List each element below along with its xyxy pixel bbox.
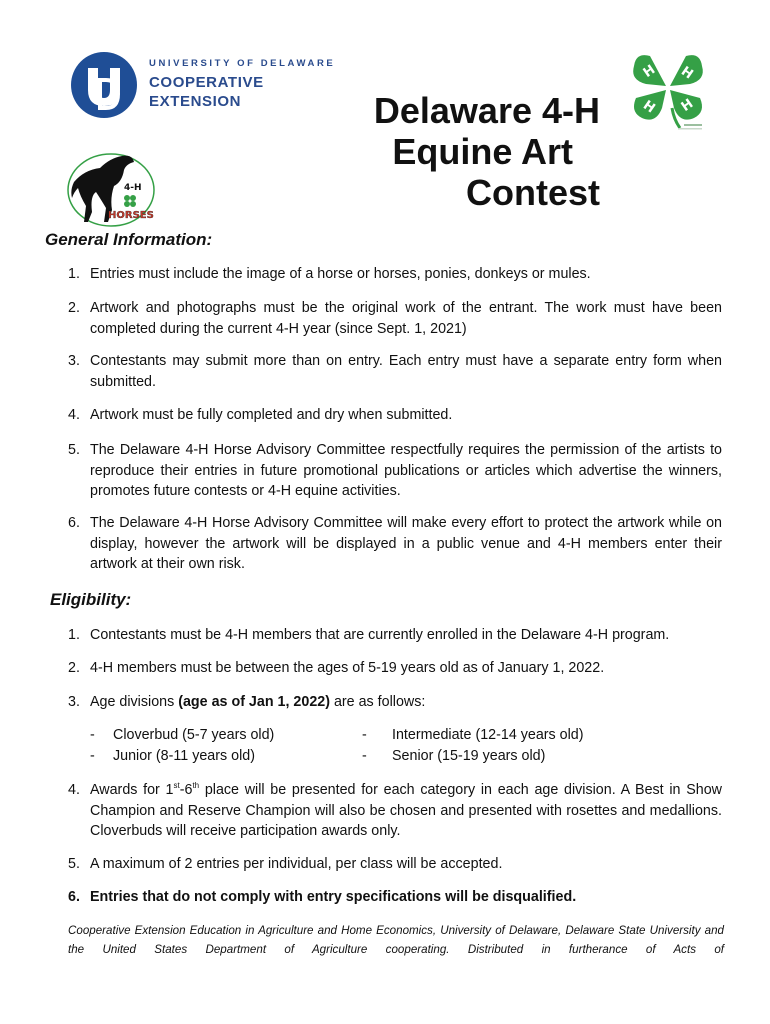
title-line-1: Delaware 4-H xyxy=(373,90,600,131)
svg-text:H: H xyxy=(640,97,658,117)
svg-text:H: H xyxy=(678,96,697,115)
general-list xyxy=(68,264,724,584)
list-number: 4. xyxy=(68,782,80,798)
division-senior: - Senior (15-19 years old) xyxy=(362,748,546,764)
list-number: 1. xyxy=(68,627,80,643)
division-intermediate: - Intermediate (12-14 years old) xyxy=(362,727,584,743)
list-text: Artwork must be fully completed and dry when submitted. xyxy=(90,407,453,423)
ud-logo-cooperative: COOPERATIVE xyxy=(149,74,264,91)
list-number: 1. xyxy=(68,266,80,282)
general-heading: General Information: xyxy=(45,230,213,249)
eligibility-heading: Eligibility: xyxy=(50,590,132,609)
ud-logo-extension: EXTENSION xyxy=(149,93,242,110)
list-text: Entries that do not comply with entry specifications will be disqualified. xyxy=(90,889,577,905)
list-text: Contestants must be 4-H members that are currently enrolled in the Delaware 4-H program. xyxy=(90,627,670,643)
list-number: 3. xyxy=(68,694,80,710)
svg-text:H: H xyxy=(678,63,696,83)
list-text: Artwork and photographs must be the original work of the entrant. The work must have been completed during the current 4-H year (since Sept. 1, 2021) xyxy=(90,300,722,337)
ud-seal-icon xyxy=(70,50,138,120)
horses-logo-label: HORSES xyxy=(108,210,154,221)
horses-logo-4h: 4-H xyxy=(124,183,142,193)
list-text: Age divisions (age as of Jan 1, 2022) are as follows: xyxy=(90,694,426,710)
list-text: Entries must include the image of a horse or horses, ponies, donkeys or mules. xyxy=(90,266,591,282)
4h-clover-icon xyxy=(628,48,708,132)
division-cloverbud: - Cloverbud (5-7 years old) xyxy=(90,727,275,743)
4h-horses-logo xyxy=(66,152,156,228)
list-text: A maximum of 2 entries per individual, per class will be accepted. xyxy=(90,856,503,872)
list-text: The Delaware 4-H Horse Advisory Committee respectfully requires the permission of the artists to reproduce their entries in future promotional publications or articles which advertise the winners, promotes future contests or 4-H equine activities. xyxy=(90,442,722,499)
list-number: 5. xyxy=(68,442,80,458)
title-line-3: Contest xyxy=(466,172,600,213)
list-text: The Delaware 4-H Horse Advisory Committee will make every effort to protect the artwork while on display, however the artwork will be displayed in a public venue and 4-H members enter their artwork at their own risk. xyxy=(90,515,722,572)
list-number: 6. xyxy=(68,515,80,531)
division-junior: - Junior (8-11 years old) xyxy=(90,748,255,764)
age-reference-date: (age as of Jan 1, 2022) xyxy=(178,694,330,710)
eligibility-list xyxy=(68,625,724,915)
list-number: 3. xyxy=(68,353,80,369)
list-number: 5. xyxy=(68,856,80,872)
page-title xyxy=(300,90,600,213)
list-text: Contestants may submit more than on entry. Each entry must have a separate entry form when submitted. xyxy=(90,353,722,390)
svg-text:H: H xyxy=(640,62,659,81)
list-number: 2. xyxy=(68,660,80,676)
ud-extension-logo xyxy=(70,50,336,122)
list-number: 4. xyxy=(68,407,80,423)
ud-logo-university: UNIVERSITY OF DELAWARE xyxy=(149,58,336,69)
list-number: 6. xyxy=(68,889,80,905)
list-number: 2. xyxy=(68,300,80,316)
list-text: 4-H members must be between the ages of 5-19 years old as of January 1, 2022. xyxy=(90,660,605,676)
title-line-2: Equine Art xyxy=(392,131,573,172)
footer-disclaimer: Cooperative Extension Education in Agriculture and Home Economics, University of Delaware, Delaware State University and the United States Department of Agriculture cooperating. Distributed in furtherance of Acts of xyxy=(68,924,724,956)
list-text: Awards for 1st-6th place will be presented for each category in each age division. A Best in Show Champion and Reserve Champion will also be chosen and presented with rosettes and medallions. Cloverbuds will receive participation awards only. xyxy=(90,781,722,839)
